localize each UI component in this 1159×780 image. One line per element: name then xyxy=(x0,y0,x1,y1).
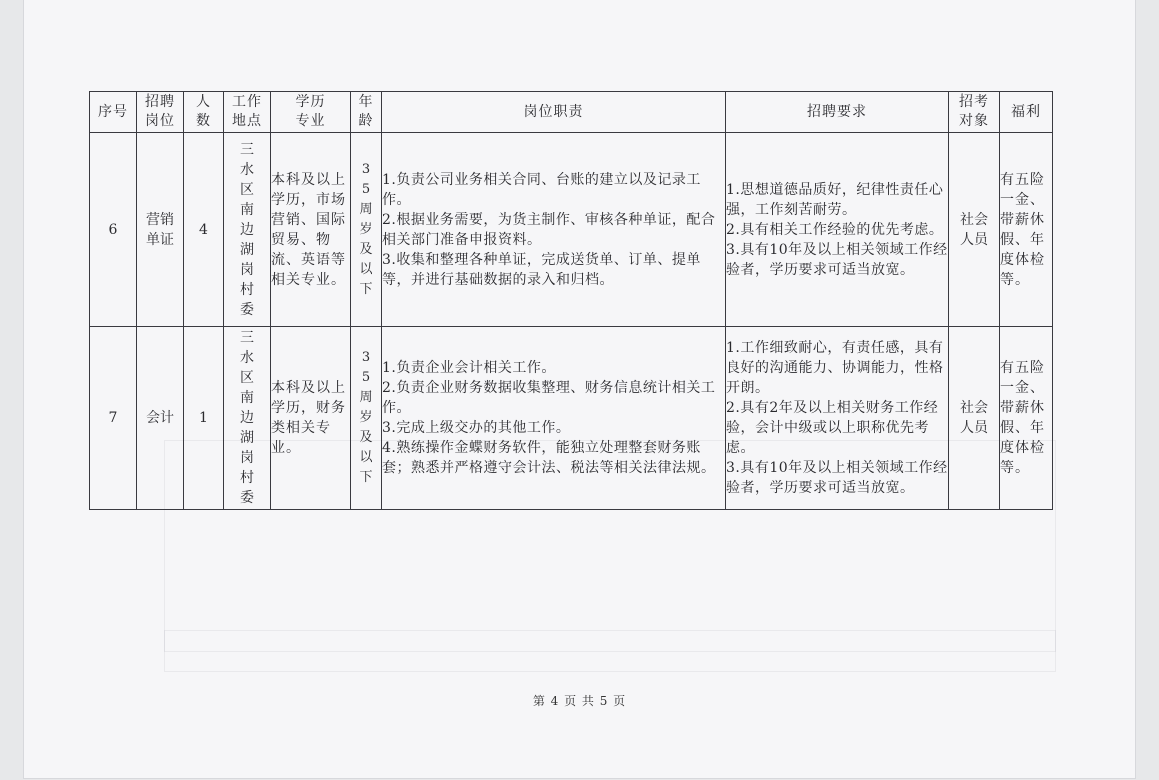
header-position xyxy=(137,92,184,133)
cell-count: 1 xyxy=(184,327,224,510)
requirement-item: 3.具有10年及以上相关领域工作经验者，学历要求可适当放宽。 xyxy=(726,241,948,278)
cell-seq: 6 xyxy=(90,133,137,327)
age-text: 35周岁及以下 xyxy=(359,161,373,297)
location-text: 三水区南边湖岗村委 xyxy=(240,330,254,506)
header-target-text: 招考对象 xyxy=(959,94,989,129)
duty-item: 1.负责企业会计相关工作。 xyxy=(382,360,556,376)
cell-position: 会计 xyxy=(137,327,184,510)
duty-item: 3.收集和整理各种单证，完成送货单、订单、提单等，并进行基础数据的录入和归档。 xyxy=(382,251,701,288)
document-page xyxy=(24,0,1135,778)
header-duties: 岗位职责 xyxy=(382,92,726,133)
page-number-footer: 第 4 页 共 5 页 xyxy=(532,694,627,708)
duty-item: 3.完成上级交办的其他工作。 xyxy=(382,420,571,436)
table-header-row xyxy=(90,92,1053,133)
cell-target xyxy=(949,327,1000,510)
header-education xyxy=(271,92,351,133)
duty-item: 1.负责公司业务相关合同、台账的建立以及记录工作。 xyxy=(382,171,701,208)
position-text: 营销单证 xyxy=(146,211,174,248)
duty-item: 2.根据业务需要，为货主制作、审核各种单证，配合相关部门准备申报资料。 xyxy=(382,211,716,248)
header-count-text: 人数 xyxy=(196,94,211,129)
cell-position xyxy=(137,133,184,327)
cell-duties xyxy=(382,133,726,327)
requirement-item: 1.思想道德品质好，纪律性责任心强，工作刻苦耐劳。 xyxy=(726,181,944,218)
target-text: 社会人员 xyxy=(960,211,988,248)
header-age-text: 年龄 xyxy=(358,94,374,129)
cell-duties xyxy=(382,327,726,510)
header-welfare: 福利 xyxy=(1000,92,1053,133)
cell-education: 本科及以上学历，财务类相关专业。 xyxy=(271,327,351,510)
cell-welfare: 有五险一金、带薪休假、年度体检等。 xyxy=(1000,133,1053,327)
header-count xyxy=(184,92,224,133)
header-location-text: 工作地点 xyxy=(232,94,262,129)
header-location xyxy=(224,92,271,133)
cell-age xyxy=(351,133,382,327)
cell-location xyxy=(224,327,271,510)
header-seq: 序号 xyxy=(90,92,137,133)
cell-age xyxy=(351,327,382,510)
duty-item: 2.负责企业财务数据收集整理、财务信息统计相关工作。 xyxy=(382,380,716,416)
requirement-item: 2.具有2年及以上相关财务工作经验，会计中级或以上职称优先考虑。 xyxy=(726,400,939,456)
header-position-text: 招聘岗位 xyxy=(145,94,175,129)
age-text: 35周岁及以下 xyxy=(359,350,373,485)
location-text: 三水区南边湖岗村委 xyxy=(240,141,254,318)
target-text: 社会人员 xyxy=(960,400,988,436)
recruitment-table xyxy=(89,91,1053,510)
table-row xyxy=(90,133,1053,327)
table-row xyxy=(90,327,1053,510)
cell-location xyxy=(224,133,271,327)
header-requirements: 招聘要求 xyxy=(726,92,949,133)
cell-requirements xyxy=(726,327,949,510)
header-target xyxy=(949,92,1000,133)
bleed-through-artifact xyxy=(164,630,1056,672)
requirement-item: 2.具有相关工作经验的优先考虑。 xyxy=(726,221,944,238)
cell-seq: 7 xyxy=(90,327,137,510)
cell-education: 本科及以上学历，市场营销、国际贸易、物流、英语等相关专业。 xyxy=(271,133,351,327)
requirement-item: 3.具有10年及以上相关领域工作经验者，学历要求可适当放宽。 xyxy=(726,460,948,496)
duty-item: 4.熟练操作金蝶财务软件，能独立处理整套财务账套；熟悉并严格遵守会计法、税法等相关法律法规。 xyxy=(382,440,716,476)
header-age xyxy=(351,92,382,133)
requirement-item: 1.工作细致耐心，有责任感，具有良好的沟通能力、协调能力，性格开朗。 xyxy=(726,340,944,396)
cell-welfare: 有五险一金、带薪休假、年度体检等。 xyxy=(1000,327,1053,510)
cell-count: 4 xyxy=(184,133,224,327)
cell-target xyxy=(949,133,1000,327)
header-education-text: 学历专业 xyxy=(295,94,326,129)
cell-requirements xyxy=(726,133,949,327)
